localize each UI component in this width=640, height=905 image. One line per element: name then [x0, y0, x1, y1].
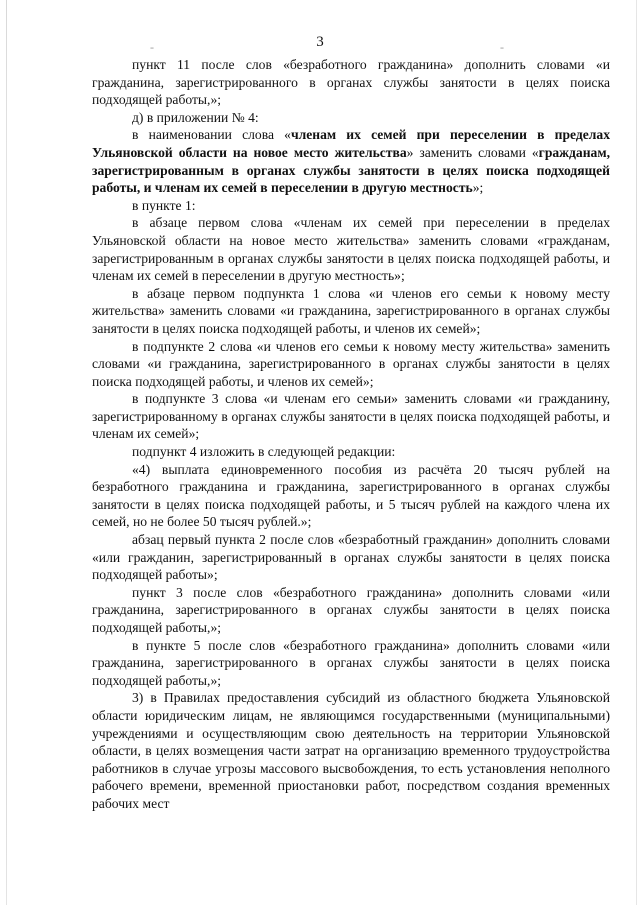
- paragraph: [92, 637, 610, 690]
- text-run: 3) в Правилах предоставления субсидий из областного бюджета Ульяновской области юридическим лицам, не являющимся государственными (муниципальными) учреждениями и осуществляющим свою деятельность на территории Ульяновской области, в целях возмещения части затрат на организацию временного трудоустройства работников в случае угрозы массового высвобождения, то есть установления неполного рабочего времени, временной приостановки работ, посредством создания временных рабочих мест: [92, 690, 610, 811]
- paragraph: [92, 214, 610, 284]
- text-run: » заменить словами «: [406, 144, 539, 160]
- paragraph: [92, 109, 610, 127]
- paragraph: [92, 390, 610, 443]
- text-run: «4) выплата единовременного пособия из расчёта 20 тысяч рублей на безработного гражданина и гражданина, зарегистрированного в органах службы занятости в целях поиска подходящей работы, и 5 тысяч рублей на каждого члена их семей, но не более 50 тысяч рублей.»;: [92, 461, 610, 530]
- paragraph: [92, 531, 610, 584]
- paragraph: [92, 285, 610, 338]
- text-run: пункт 3 после слов «безработного гражданина» дополнить словами «или гражданина, зарегистрированного в органах службы занятости в целях поиска подходящей работы,»;: [92, 584, 610, 635]
- bold-text: членам их семей при переселении в пределах Ульяновской области на новое место жительства: [92, 127, 610, 160]
- paragraph: [92, 126, 610, 196]
- text-run: подпункт 4 изложить в следующей редакции:: [132, 444, 396, 460]
- bold-text: гражданам, зарегистрированным в органах службы занятости в целях поиска подходящей работы, и членам их семей в переселении в другую местность: [92, 144, 610, 196]
- text-run: абзац первый пункта 2 после слов «безработный гражданин» дополнить словами «или гражданин, зарегистрированный в органах службы занятости в целях поиска подходящей работы»;: [92, 532, 610, 583]
- text-run: в абзаце первом подпункта 1 слова «и членов его семьи к новому месту жительства» заменить словами «и гражданина, зарегистрированного в органах службы занятости в целях поиска подходящей работы, и членов их семей»;: [92, 285, 610, 336]
- text-run: пункт 11 после слов «безработного гражданина» дополнить словами «и гражданина, зарегистрированного в органах службы занятости в целях поиска подходящей работы,»;: [92, 57, 610, 108]
- text-run: в подпункте 2 слова «и членов его семьи к новому месту жительства» заменить словами «и гражданина, зарегистрированного в органах службы занятости в целях поиска подходящей работы, и членов их семей»;: [92, 338, 610, 389]
- paragraph: [92, 584, 610, 637]
- paragraph: [92, 197, 610, 215]
- text-run: д) в приложении № 4:: [132, 109, 259, 125]
- text-run: »;: [472, 180, 484, 196]
- text-run: в пункте 1:: [132, 197, 196, 213]
- text-run: в абзаце первом слова «членам их семей при переселении в пределах Ульяновской области на новое место жительства» заменить словами «гражданам, зарегистрированным в органах службы занятости в целях поиска подходящей работы, и членам их семей в переселении в другую местность»;: [92, 215, 610, 284]
- scan-mark: -: [150, 40, 154, 54]
- paragraph: [92, 689, 610, 812]
- paragraph: [92, 56, 610, 109]
- scan-mark: -: [500, 40, 504, 54]
- paragraph: [92, 338, 610, 391]
- paragraph: [92, 461, 610, 531]
- document-body: [92, 56, 610, 813]
- text-run: в подпункте 3 слова «и членам его семьи» заменить словами «и гражданину, зарегистрированному в органах службы занятости в целях поиска подходящей работы, и членам их семей»;: [92, 391, 610, 442]
- text-run: в пункте 5 после слов «безработного гражданина» дополнить словами «или гражданина, зарегистрированного в органах службы занятости в целях поиска подходящей работы,»;: [92, 637, 610, 688]
- paragraph: [92, 443, 610, 461]
- text-run: в наименовании слова «: [132, 127, 291, 143]
- scan-edge-left: [6, 0, 7, 905]
- scan-edge-right: [636, 0, 637, 905]
- page-number: 3: [316, 34, 324, 50]
